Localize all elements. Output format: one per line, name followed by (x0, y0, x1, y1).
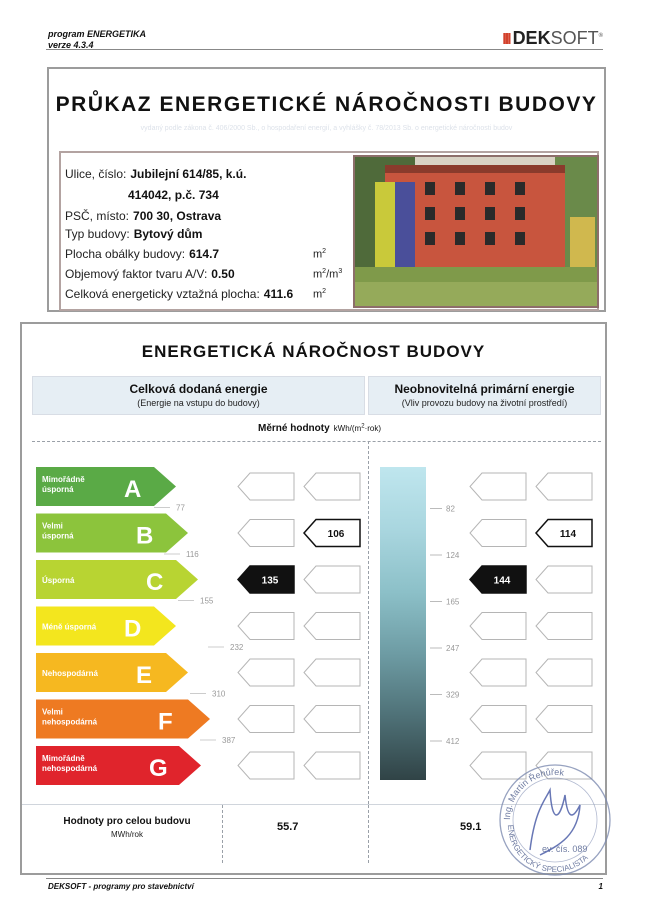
certificate-title: PRŮKAZ ENERGETICKÉ NÁROČNOSTI BUDOVY (55, 93, 598, 116)
delivered-bound-3: 232 (230, 643, 244, 652)
psc-row (65, 209, 221, 223)
delivered-reference-slot-a (304, 473, 360, 500)
certificate-subtitle: vydaný podle zákona č. 406/2000 Sb., o hospodaření energií, a vyhlášky č. 78/2013 Sb. o energetické náročnosti budov (140, 125, 513, 132)
deksoft-logo (502, 28, 603, 49)
factor-unit: $m^2/m^3$ (313, 268, 343, 281)
logo-bold: DEK (512, 28, 551, 48)
psc-label: PSČ, místo: (65, 209, 130, 223)
primary-reference-slot-a (536, 473, 592, 500)
area-row (65, 247, 219, 261)
class-label-a-line2: úsporná (42, 485, 74, 494)
header-divider (46, 49, 603, 50)
factor-label: Objemový faktor tvaru A/V: (65, 267, 208, 281)
total-delivered-value: 55.7 (277, 821, 299, 833)
primary-building-slot-b (470, 520, 526, 547)
stamp-name: Ing. Martin Řehůřek (501, 766, 565, 821)
class-label-g-line2: nehospodárná (42, 764, 98, 773)
stamp-title: ENERGETICKÝ SPECIALISTA (505, 824, 590, 875)
ref-area-row (65, 287, 293, 301)
class-letter-c: C (146, 569, 164, 596)
stamp-number: ev. čís. 089 (542, 844, 588, 854)
class-label-b-line2: úsporná (42, 531, 74, 541)
factor-value: 0.50 (211, 267, 235, 281)
psc-value: 700 30, Ostrava (133, 209, 222, 223)
delivered-reference-slot-c (304, 566, 360, 593)
primary-bound-1: 124 (446, 551, 460, 560)
primary-reference-slot-e (536, 659, 592, 686)
class-label-c: Úsporná (42, 576, 75, 585)
ref-area-label: Celková energeticky vztažná plocha: (65, 287, 260, 301)
type-row (65, 227, 202, 241)
footer-divider (46, 878, 603, 879)
delivered-building-marker-value: 135 (261, 575, 279, 587)
logo-bars: III (502, 31, 510, 48)
whole-building-label: Hodnoty pro celou budovu (63, 816, 191, 827)
delivered-reference-marker-value: 106 (327, 529, 345, 540)
class-letter-b: B (136, 522, 154, 550)
class-label-a-line1: Mimořádně (42, 475, 85, 484)
building-photo (353, 155, 599, 308)
specific-values-label: Měrné hodnoty kWh/$(m^2\cdot rok)$ (258, 423, 382, 434)
class-label-b-line1: Velmi (42, 521, 63, 531)
energy-section-title: ENERGETICKÁ NÁROČNOST BUDOVY (141, 342, 486, 361)
class-label-g-line1: Mimořádně (42, 754, 85, 763)
delivered-reference-slot-e (304, 659, 360, 686)
primary-building-slot-f (470, 706, 526, 733)
delivered-energy-subtitle: (Energie na vstupu do budovy) (137, 398, 260, 408)
building-info-box (59, 151, 599, 311)
delivered-building-slot-e (238, 659, 294, 686)
type-label: Typ budovy: (65, 227, 130, 241)
primary-reference-marker-value: 114 (559, 529, 577, 540)
energy-specialist-stamp (490, 755, 620, 885)
delivered-building-slot-a (238, 473, 294, 500)
primary-reference-slot-d (536, 613, 592, 640)
delivered-building-slot-g (238, 752, 294, 779)
program-info (48, 29, 146, 51)
primary-energy-title: Neobnovitelná primární energie (394, 382, 575, 396)
street-value-2: 414042, p.č. 734 (128, 188, 219, 202)
ref-area-unit: $m^2$ (313, 288, 327, 301)
page-number: 1 (598, 882, 603, 891)
primary-reference-slot-f (536, 706, 592, 733)
logo-tm: ® (598, 33, 603, 39)
primary-energy-subtitle: (Vliv provozu budovy na životní prostředí) (401, 398, 568, 408)
primary-bound-4: 329 (446, 690, 460, 700)
primary-energy-gradient-scale (380, 467, 426, 780)
class-label-d: Méně úsporná (42, 622, 97, 632)
program-version: verze 4.3.4 (48, 40, 94, 50)
street-value: Jubilejní 614/85, k.ú. (130, 167, 247, 181)
class-letter-a: A (124, 476, 142, 503)
whole-building-unit: MWh/rok (111, 830, 143, 839)
delivered-bound-4: 310 (212, 689, 226, 699)
primary-bound-3: 247 (446, 644, 460, 653)
footer-brand-text: DEKSOFT - programy pro stavebnictví (48, 882, 194, 891)
total-primary-value: 59.1 (460, 821, 482, 833)
program-name: program ENERGETIKA (48, 29, 147, 39)
primary-bound-5: 412 (446, 737, 460, 746)
type-value: Bytový dům (133, 227, 203, 241)
primary-reference-slot-c (536, 566, 592, 593)
delivered-reference-slot-g (304, 752, 360, 779)
footer-column-divider (368, 805, 369, 863)
delivered-reference-slot-f (304, 706, 360, 733)
primary-building-slot-e (470, 659, 526, 686)
class-letter-g: G (149, 755, 168, 782)
delivered-energy-title: Celková dodaná energie (129, 382, 268, 396)
certificate-header-box (47, 67, 606, 312)
primary-building-marker-value: 144 (493, 575, 511, 587)
class-label-f-line1: Velmi (42, 707, 63, 717)
logo-soft: SOFT (550, 28, 599, 48)
area-unit: $m^2$ (313, 248, 327, 261)
building-photo-image (355, 157, 599, 308)
ref-area-value: 411.6 (263, 287, 294, 301)
primary-bound-2: 165 (446, 597, 460, 607)
delivered-building-slot-d (238, 613, 294, 640)
delivered-bound-1: 116 (186, 550, 199, 559)
delivered-bound-2: 155 (200, 596, 214, 606)
area-label: Plocha obálky budovy: (65, 247, 186, 261)
class-letter-e: E (136, 662, 153, 689)
primary-building-slot-a (470, 473, 526, 500)
class-label-e: Nehospodárná (42, 669, 99, 678)
factor-row (65, 267, 235, 281)
delivered-building-slot-f (238, 706, 294, 733)
footer-divider-left (222, 805, 223, 863)
street-row-2 (128, 188, 219, 202)
class-label-f-line2: nehospodárná (42, 717, 98, 727)
area-value: 614.7 (189, 247, 220, 261)
primary-bound-0: 82 (446, 504, 455, 514)
delivered-bound-5: 387 (222, 736, 236, 745)
delivered-reference-slot-d (304, 613, 360, 640)
class-letter-d: D (124, 615, 142, 643)
primary-building-slot-d (470, 613, 526, 640)
delivered-bound-0: 77 (176, 503, 185, 513)
street-label: Ulice, číslo: (65, 167, 127, 181)
delivered-building-slot-b (238, 520, 294, 547)
class-letter-f: F (158, 708, 173, 736)
street-row (65, 167, 246, 181)
